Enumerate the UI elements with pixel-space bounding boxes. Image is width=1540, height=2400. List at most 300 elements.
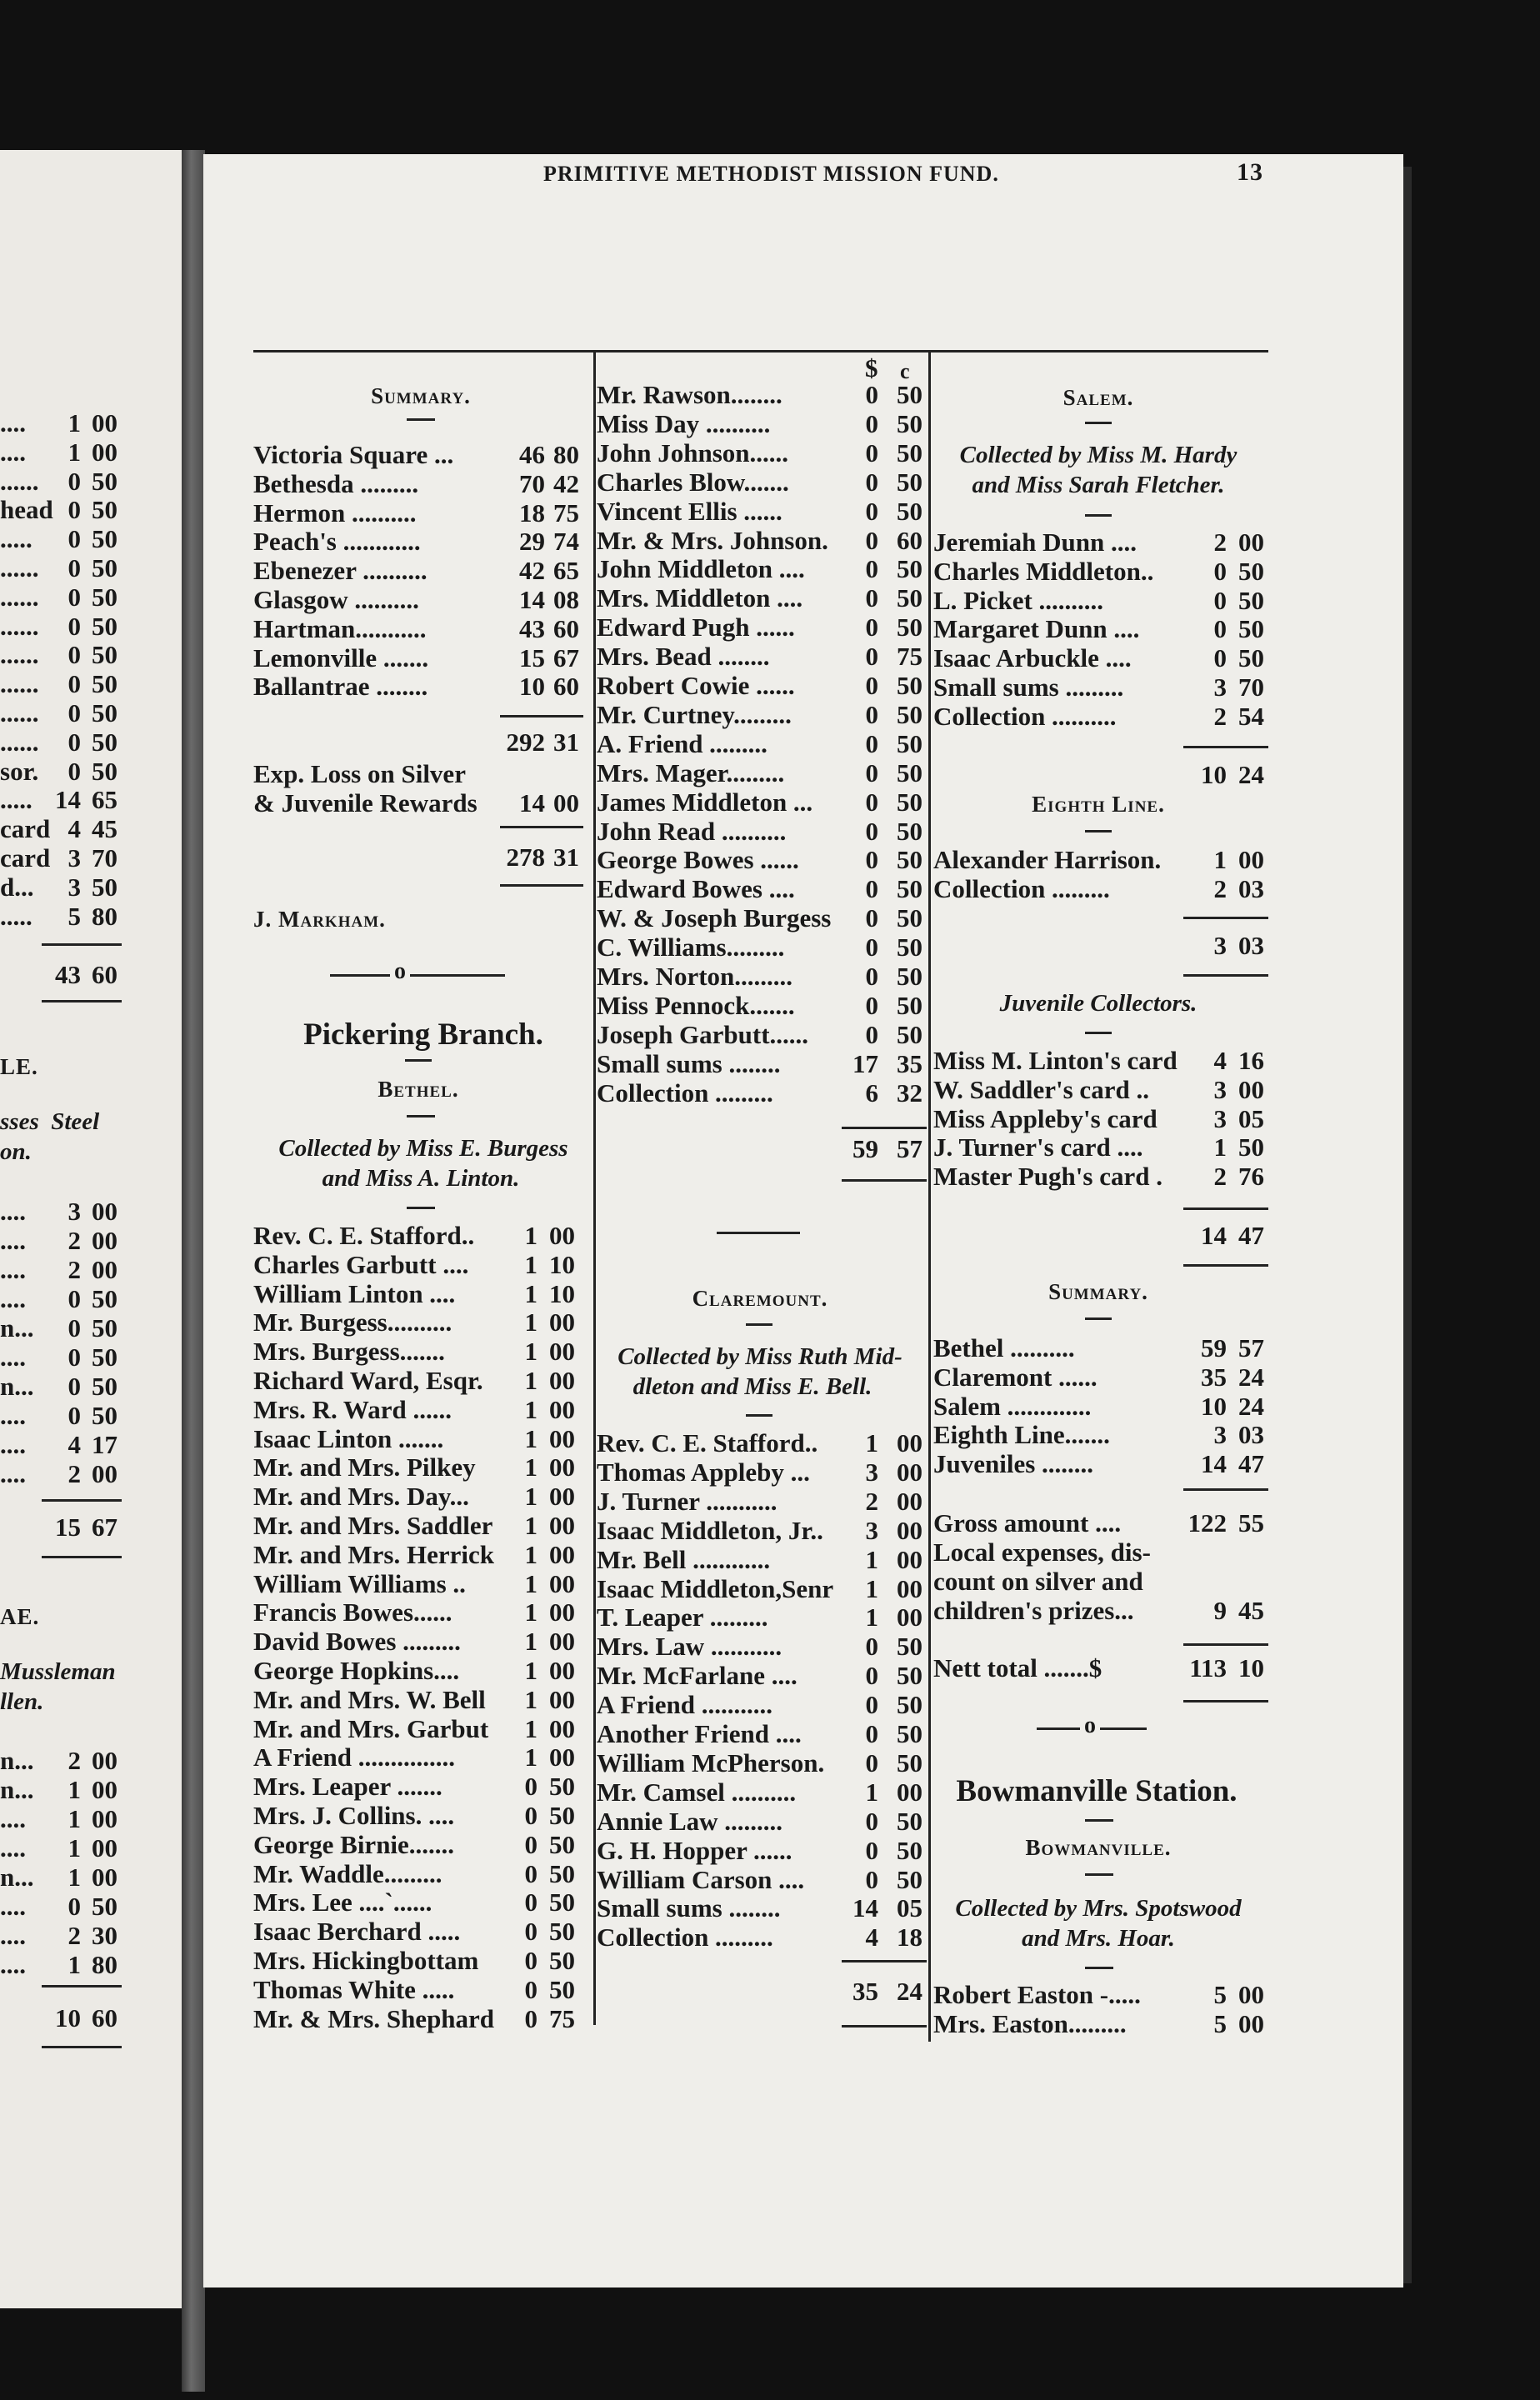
amount-dollars: 4 bbox=[68, 1430, 81, 1459]
amount-dollars: 0 bbox=[865, 1865, 878, 1894]
entry-name: Rev. C. E. Stafford.. bbox=[597, 1428, 818, 1458]
total-rule bbox=[1183, 917, 1268, 919]
amount-dollars: 1 bbox=[524, 1221, 538, 1250]
total-rule bbox=[1183, 746, 1268, 748]
amount-dollars: 1 bbox=[524, 1598, 538, 1627]
amount-cents: 00 bbox=[1238, 2009, 1264, 2038]
donor-row bbox=[933, 643, 1280, 672]
donor-row bbox=[597, 1516, 938, 1545]
prev-page-heading: AE. bbox=[0, 1604, 40, 1629]
expense-label: & Juvenile Rewards bbox=[253, 788, 478, 818]
amount-cents: 60 bbox=[92, 2003, 118, 2032]
donor-row bbox=[253, 1511, 591, 1540]
entry-name: Rev. C. E. Stafford.. bbox=[253, 1221, 475, 1250]
donor-row bbox=[597, 1602, 938, 1632]
amount-cents: 74 bbox=[553, 527, 579, 556]
donor-row bbox=[597, 1690, 938, 1719]
entry-name: Thomas White ..... bbox=[253, 1975, 455, 2004]
amount-dollars: 0 bbox=[68, 612, 81, 641]
signature: J. Markham. bbox=[253, 907, 386, 932]
amount-cents: 00 bbox=[92, 1746, 118, 1775]
donor-row bbox=[597, 1836, 938, 1865]
amount-cents: 50 bbox=[92, 1284, 118, 1313]
book-spine bbox=[182, 150, 205, 2392]
entry-name: Mrs. Lee ....`...... bbox=[253, 1888, 432, 1917]
amount-dollars: 0 bbox=[865, 1690, 878, 1719]
amount-cents: 50 bbox=[897, 1865, 922, 1894]
donor-row bbox=[597, 380, 938, 409]
amount-dollars: 42 bbox=[519, 556, 545, 585]
donor-row bbox=[933, 1162, 1280, 1191]
prev-page-row bbox=[0, 757, 133, 786]
amount-cents: 50 bbox=[897, 1748, 922, 1778]
total-rule bbox=[1183, 974, 1268, 977]
collector-line: and Miss Sarah Fletcher. bbox=[972, 472, 1225, 498]
donor-row bbox=[253, 1221, 591, 1250]
entry-name: Mr. McFarlane .... bbox=[597, 1661, 798, 1690]
amount-cents: 00 bbox=[92, 1804, 118, 1833]
prev-page-row bbox=[0, 467, 133, 496]
prev-page-row bbox=[0, 1401, 133, 1430]
amount-dollars: 0 bbox=[68, 467, 81, 496]
amount-dollars: 1 bbox=[68, 1775, 81, 1804]
prev-page-row bbox=[0, 1833, 133, 1862]
donor-row bbox=[597, 1458, 938, 1487]
donor-row bbox=[933, 586, 1280, 615]
amount-cents: 24 bbox=[1238, 1362, 1264, 1392]
amount-cents: 00 bbox=[549, 1424, 575, 1453]
donor-row bbox=[597, 874, 938, 903]
amount-dollars: 4 bbox=[68, 814, 81, 843]
amount-cents: 67 bbox=[553, 643, 579, 672]
amount-dollars: 0 bbox=[865, 497, 878, 526]
amount-dollars: 1 bbox=[524, 1714, 538, 1743]
amount-dollars: 0 bbox=[865, 700, 878, 729]
entry-name: Isaac Berchard ..... bbox=[253, 1917, 461, 1946]
local-expenses-amount bbox=[933, 1596, 1280, 1625]
amount-dollars: 278 bbox=[506, 842, 545, 872]
entry-name: J. Turner ........... bbox=[597, 1487, 778, 1516]
amount-cents: 60 bbox=[897, 526, 922, 555]
amount-dollars: 0 bbox=[865, 409, 878, 438]
donor-row bbox=[597, 932, 938, 962]
donor-row bbox=[597, 1778, 938, 1807]
entry-name: Peach's ............ bbox=[253, 527, 421, 556]
ornament-rule bbox=[1037, 1728, 1080, 1730]
entry-name: .... bbox=[0, 1804, 26, 1833]
amount-dollars: 1 bbox=[524, 1540, 538, 1569]
donor-row bbox=[597, 1922, 938, 1952]
entry-name: Charles Middleton.. bbox=[933, 557, 1154, 586]
donor-row bbox=[933, 557, 1280, 586]
amount-cents: 00 bbox=[549, 1395, 575, 1424]
amount-cents: 50 bbox=[897, 845, 922, 874]
entry-name: Thomas Appleby ... bbox=[597, 1458, 810, 1487]
entry-name: .... bbox=[0, 1342, 26, 1372]
amount-cents: 47 bbox=[1238, 1449, 1264, 1478]
amount-cents: 80 bbox=[92, 1950, 118, 1979]
entry-name: Francis Bowes...... bbox=[253, 1598, 452, 1627]
ornament: o bbox=[1084, 1712, 1096, 1738]
amount-cents: 50 bbox=[549, 1888, 575, 1917]
amount-cents: 00 bbox=[549, 1569, 575, 1598]
amount-cents: 50 bbox=[92, 1372, 118, 1401]
amount-dollars: 29 bbox=[519, 527, 545, 556]
entry-name: n... bbox=[0, 1862, 34, 1892]
entry-name: n... bbox=[0, 1372, 34, 1401]
amount-dollars: 1 bbox=[865, 1545, 878, 1574]
entry-name: T. Leaper ......... bbox=[597, 1602, 768, 1632]
amount-dollars: 0 bbox=[865, 1661, 878, 1690]
total-rule bbox=[500, 826, 583, 828]
entry-name: ...... bbox=[0, 640, 39, 669]
amount-dollars: 0 bbox=[865, 991, 878, 1020]
entry-name: John Read .......... bbox=[597, 817, 787, 846]
entry-name: David Bowes ......... bbox=[253, 1627, 461, 1656]
amount-cents: 00 bbox=[549, 1482, 575, 1511]
amount-dollars: 2 bbox=[68, 1459, 81, 1488]
amount-cents: 50 bbox=[549, 1772, 575, 1801]
amount-dollars: 1 bbox=[68, 1950, 81, 1979]
prev-page-row bbox=[0, 553, 133, 582]
donor-row bbox=[597, 758, 938, 788]
entry-name: Jeremiah Dunn .... bbox=[933, 528, 1138, 557]
amount-dollars: 43 bbox=[55, 960, 81, 989]
amount-cents: 50 bbox=[92, 757, 118, 786]
entry-name: Mrs. Mager......... bbox=[597, 758, 785, 788]
amount-cents: 50 bbox=[92, 1401, 118, 1430]
summary-total bbox=[253, 728, 595, 757]
amount-cents: 50 bbox=[897, 409, 922, 438]
section-heading: Bowmanville. bbox=[1025, 1835, 1172, 1860]
amount-dollars: 10 bbox=[55, 2003, 81, 2032]
prev-page-total bbox=[0, 1512, 133, 1542]
entry-name: Richard Ward, Esqr. bbox=[253, 1366, 483, 1395]
amount-cents: 70 bbox=[1238, 672, 1264, 702]
entry-name: .... bbox=[0, 1921, 26, 1950]
amount-cents: 31 bbox=[553, 842, 579, 872]
amount-dollars: 0 bbox=[865, 1632, 878, 1661]
entry-name: Mr. and Mrs. Garbut bbox=[253, 1714, 489, 1743]
donor-row bbox=[253, 1888, 591, 1917]
prev-page-subheading: llen. bbox=[0, 1688, 44, 1715]
entry-name: Annie Law ......... bbox=[597, 1807, 783, 1836]
entry-name: Mrs. Leaper ....... bbox=[253, 1772, 442, 1801]
entry-name: Mr. and Mrs. Herrick bbox=[253, 1540, 494, 1569]
donor-row bbox=[597, 1574, 938, 1603]
amount-dollars: 2 bbox=[68, 1226, 81, 1255]
amount-dollars: 0 bbox=[865, 380, 878, 409]
amount-dollars: 2 bbox=[1213, 1162, 1227, 1191]
amount-dollars: 3 bbox=[1213, 1075, 1227, 1104]
summary-row bbox=[253, 672, 595, 701]
donor-row bbox=[597, 1719, 938, 1748]
entry-name: A Friend ........... bbox=[597, 1690, 772, 1719]
amount-cents: 00 bbox=[549, 1598, 575, 1627]
entry-name: John Johnson...... bbox=[597, 438, 789, 468]
amount-cents: 05 bbox=[897, 1893, 922, 1922]
amount-dollars: 0 bbox=[865, 554, 878, 583]
amount-cents: 50 bbox=[549, 1830, 575, 1859]
summary-row bbox=[253, 498, 595, 528]
section-total bbox=[933, 1221, 1280, 1250]
summary-row bbox=[253, 440, 595, 469]
collector-line: Collected by Miss E. Burgess bbox=[278, 1135, 568, 1162]
donor-row bbox=[597, 642, 938, 671]
amount-dollars: 0 bbox=[1213, 614, 1227, 643]
entry-name: Collection .......... bbox=[933, 702, 1117, 731]
donor-row bbox=[597, 1748, 938, 1778]
amount-dollars: 1 bbox=[524, 1250, 538, 1279]
amount-cents: 00 bbox=[549, 1656, 575, 1685]
amount-dollars: 0 bbox=[1213, 586, 1227, 615]
amount-dollars: 0 bbox=[68, 1401, 81, 1430]
local-expenses-label: count on silver and bbox=[933, 1567, 1143, 1596]
amount-cents: 50 bbox=[897, 554, 922, 583]
entry-name: .... bbox=[0, 1892, 26, 1921]
amount-cents: 50 bbox=[549, 1801, 575, 1830]
amount-cents: 03 bbox=[1238, 874, 1264, 903]
amount-cents: 50 bbox=[92, 1892, 118, 1921]
amount-cents: 50 bbox=[897, 729, 922, 758]
donor-row bbox=[253, 1917, 591, 1946]
prev-page-row bbox=[0, 1313, 133, 1342]
amount-cents: 75 bbox=[897, 642, 922, 671]
entry-name: Edward Bowes .... bbox=[597, 874, 795, 903]
entry-name: James Middleton ... bbox=[597, 788, 813, 817]
section-heading: Juvenile Collectors. bbox=[999, 990, 1198, 1017]
entry-name: .... bbox=[0, 1459, 26, 1488]
entry-name: Nett total .......$ bbox=[933, 1653, 1102, 1682]
amount-cents: 50 bbox=[897, 817, 922, 846]
nett-total bbox=[933, 1653, 1280, 1682]
entry-name: ...... bbox=[0, 698, 39, 728]
prev-page-row bbox=[0, 814, 133, 843]
amount-dollars: 0 bbox=[1213, 557, 1227, 586]
amount-dollars: 1 bbox=[524, 1569, 538, 1598]
rule bbox=[746, 1414, 772, 1417]
total-rule bbox=[42, 1000, 122, 1002]
prev-page-total bbox=[0, 960, 133, 989]
amount-cents: 00 bbox=[1238, 1980, 1264, 2009]
amount-cents: 00 bbox=[549, 1221, 575, 1250]
entry-name: n... bbox=[0, 1746, 34, 1775]
amount-dollars: 1 bbox=[68, 408, 81, 438]
amount-dollars: 0 bbox=[865, 1748, 878, 1778]
amount-dollars: 0 bbox=[865, 817, 878, 846]
amount-cents: 50 bbox=[897, 932, 922, 962]
amount-cents: 47 bbox=[1238, 1221, 1264, 1250]
amount-cents: 00 bbox=[897, 1487, 922, 1516]
total-rule bbox=[1183, 1264, 1268, 1267]
donor-row bbox=[597, 1078, 938, 1108]
prev-page-row bbox=[0, 1862, 133, 1892]
amount-dollars: 0 bbox=[524, 1772, 538, 1801]
amount-dollars: 0 bbox=[524, 1859, 538, 1888]
amount-dollars: 0 bbox=[865, 788, 878, 817]
prev-page-row bbox=[0, 902, 133, 931]
amount-cents: 10 bbox=[1238, 1653, 1264, 1682]
amount-cents: 80 bbox=[553, 440, 579, 469]
total-rule bbox=[842, 1127, 927, 1129]
amount-cents: 45 bbox=[92, 814, 118, 843]
donor-row bbox=[597, 700, 938, 729]
entry-name: Margaret Dunn .... bbox=[933, 614, 1140, 643]
entry-name: Mrs. J. Collins. .... bbox=[253, 1801, 455, 1830]
amount-dollars: 59 bbox=[1201, 1333, 1227, 1362]
amount-dollars: 1 bbox=[68, 1804, 81, 1833]
amount-dollars: 1 bbox=[524, 1395, 538, 1424]
amount-cents: 08 bbox=[553, 585, 579, 614]
rule bbox=[407, 1207, 435, 1209]
amount-dollars: 3 bbox=[865, 1458, 878, 1487]
prev-page-row bbox=[0, 408, 133, 438]
donor-row bbox=[597, 1428, 938, 1458]
entry-name: Mr. Burgess.......... bbox=[253, 1308, 452, 1337]
amount-cents: 00 bbox=[549, 1540, 575, 1569]
amount-cents: 57 bbox=[1238, 1333, 1264, 1362]
entry-name: Mrs. Middleton .... bbox=[597, 583, 803, 612]
amount-dollars: 3 bbox=[1213, 931, 1227, 960]
entry-name: Miss M. Linton's card bbox=[933, 1046, 1178, 1075]
total-rule bbox=[42, 2046, 122, 2048]
prev-page-total bbox=[0, 2003, 133, 2032]
amount-cents: 60 bbox=[553, 672, 579, 701]
entry-name: Robert Cowie ...... bbox=[597, 671, 795, 700]
prev-page-row bbox=[0, 582, 133, 612]
amount-cents: 00 bbox=[92, 1226, 118, 1255]
donor-row bbox=[597, 1487, 938, 1516]
amount-dollars: 1 bbox=[524, 1511, 538, 1540]
amount-dollars: 0 bbox=[524, 1830, 538, 1859]
amount-dollars: 10 bbox=[1201, 760, 1227, 789]
entry-name: ..... bbox=[0, 785, 32, 814]
entry-name: William Carson .... bbox=[597, 1865, 805, 1894]
amount-cents: 00 bbox=[897, 1516, 922, 1545]
entry-name: Mr. Camsel .......... bbox=[597, 1778, 797, 1807]
amount-cents: 50 bbox=[92, 553, 118, 582]
amount-dollars: 14 bbox=[1201, 1449, 1227, 1478]
amount-dollars: 15 bbox=[519, 643, 545, 672]
amount-dollars: 35 bbox=[1201, 1362, 1227, 1392]
amount-cents: 50 bbox=[1238, 557, 1264, 586]
donor-row bbox=[253, 1279, 591, 1308]
entry-name: ...... bbox=[0, 669, 39, 698]
amount-cents: 00 bbox=[549, 1511, 575, 1540]
rule bbox=[407, 418, 435, 421]
amount-dollars: 1 bbox=[524, 1656, 538, 1685]
entry-name: Hartman........... bbox=[253, 614, 427, 643]
amount-dollars: 0 bbox=[68, 669, 81, 698]
entry-name: Edward Pugh ...... bbox=[597, 612, 795, 642]
amount-dollars: 0 bbox=[68, 1892, 81, 1921]
entry-name: Gross amount .... bbox=[933, 1508, 1122, 1538]
donor-row bbox=[597, 526, 938, 555]
amount-dollars: 5 bbox=[68, 902, 81, 931]
prev-page-row bbox=[0, 1950, 133, 1979]
amount-cents: 57 bbox=[897, 1134, 922, 1163]
prev-page-row bbox=[0, 524, 133, 553]
donor-row bbox=[597, 1661, 938, 1690]
amount-dollars: 1 bbox=[68, 1862, 81, 1892]
amount-cents: 50 bbox=[897, 380, 922, 409]
section-total bbox=[597, 1977, 938, 2006]
donor-row bbox=[933, 1075, 1280, 1104]
entry-name: Mrs. Burgess....... bbox=[253, 1337, 445, 1366]
amount-dollars: 1 bbox=[1213, 1132, 1227, 1162]
entry-name: Claremont ...... bbox=[933, 1362, 1098, 1392]
amount-dollars: 0 bbox=[865, 468, 878, 497]
amount-dollars: 0 bbox=[68, 582, 81, 612]
amount-dollars: 2 bbox=[865, 1487, 878, 1516]
rule bbox=[1085, 514, 1112, 517]
donor-row bbox=[933, 1132, 1280, 1162]
ornament: o bbox=[394, 958, 406, 984]
summary-row bbox=[253, 643, 595, 672]
entry-name: .... bbox=[0, 1197, 26, 1226]
entry-name: Miss Appleby's card bbox=[933, 1104, 1158, 1133]
amount-cents: 00 bbox=[92, 408, 118, 438]
summary-row bbox=[933, 1449, 1280, 1478]
donor-row bbox=[933, 874, 1280, 903]
prev-page-row bbox=[0, 843, 133, 872]
amount-cents: 50 bbox=[92, 698, 118, 728]
amount-dollars: 1 bbox=[524, 1627, 538, 1656]
entry-name: Mrs. R. Ward ...... bbox=[253, 1395, 452, 1424]
entry-name: ...... bbox=[0, 728, 39, 757]
amount-dollars: 1 bbox=[524, 1452, 538, 1482]
expense-label: Exp. Loss on Silver bbox=[253, 759, 466, 788]
entry-name: .... bbox=[0, 1833, 26, 1862]
amount-dollars: 17 bbox=[852, 1049, 878, 1078]
rule bbox=[1085, 422, 1112, 424]
amount-dollars: 5 bbox=[1213, 2009, 1227, 2038]
summary-row bbox=[253, 614, 595, 643]
amount-dollars: 6 bbox=[865, 1078, 878, 1108]
entry-name: Glasgow .......... bbox=[253, 585, 419, 614]
prev-page-row bbox=[0, 728, 133, 757]
summary-row bbox=[253, 469, 595, 498]
summary-row bbox=[253, 556, 595, 585]
prev-page-row bbox=[0, 1746, 133, 1775]
amount-dollars: 0 bbox=[865, 903, 878, 932]
donor-row bbox=[253, 1250, 591, 1279]
amount-dollars: 113 bbox=[1189, 1653, 1227, 1682]
entry-name: ...... bbox=[0, 612, 39, 641]
amount-cents: 35 bbox=[897, 1049, 922, 1078]
local-expenses-label: Local expenses, dis- bbox=[933, 1538, 1151, 1567]
collector-line: Collected by Mrs. Spotswood bbox=[955, 1895, 1242, 1922]
amount-dollars: 1 bbox=[865, 1574, 878, 1603]
ornament-rule bbox=[330, 974, 390, 977]
amount-cents: 70 bbox=[92, 843, 118, 872]
amount-cents: 24 bbox=[1238, 1392, 1264, 1421]
amount-cents: 50 bbox=[92, 467, 118, 496]
prev-page-row bbox=[0, 1342, 133, 1372]
amount-dollars: 1 bbox=[865, 1428, 878, 1458]
amount-dollars: 10 bbox=[1201, 1392, 1227, 1421]
amount-cents: 50 bbox=[897, 1807, 922, 1836]
entry-name: William McPherson. bbox=[597, 1748, 825, 1778]
amount-cents: 50 bbox=[92, 524, 118, 553]
amount-cents: 00 bbox=[92, 1459, 118, 1488]
entry-name: George Hopkins.... bbox=[253, 1656, 460, 1685]
amount-dollars: 3 bbox=[68, 872, 81, 902]
entry-name: Isaac Arbuckle .... bbox=[933, 643, 1132, 672]
donor-row bbox=[933, 1046, 1280, 1075]
donor-row bbox=[253, 1714, 591, 1743]
amount-dollars: 1 bbox=[524, 1742, 538, 1772]
